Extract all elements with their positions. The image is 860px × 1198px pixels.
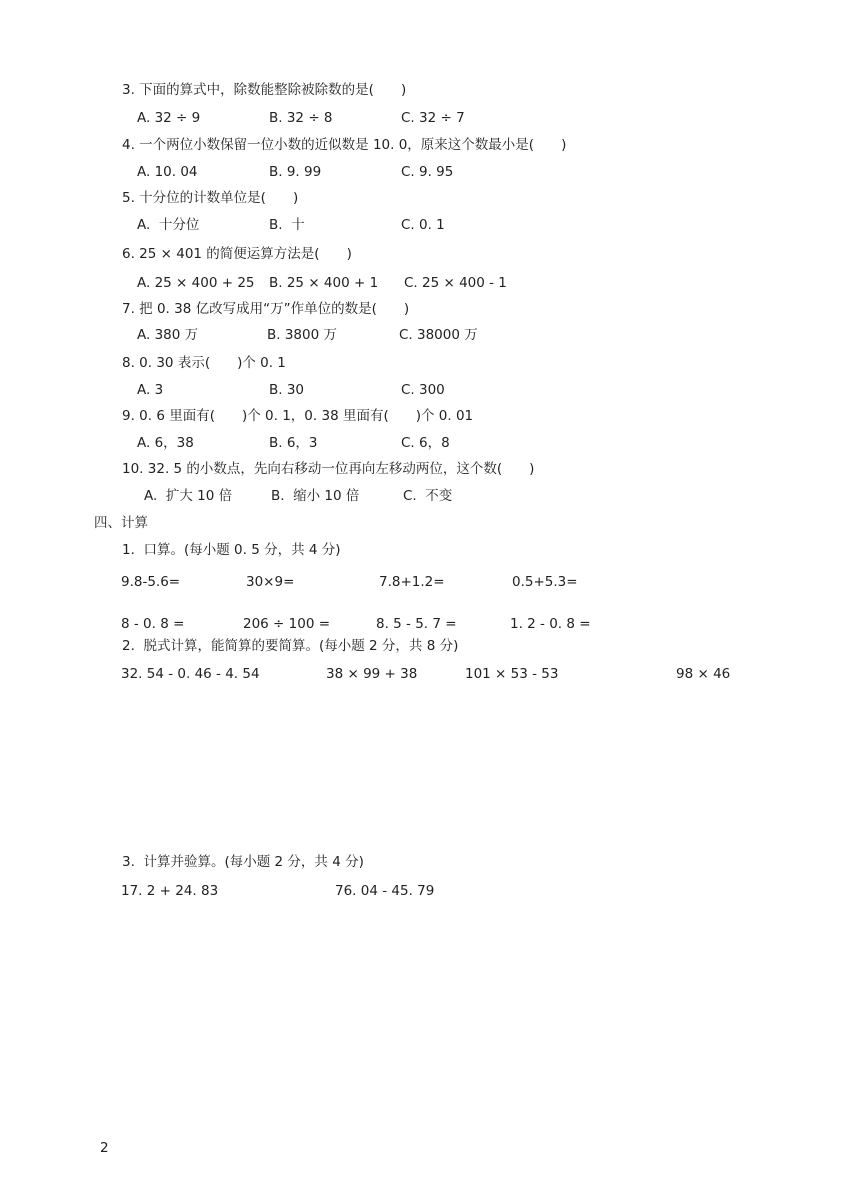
question-7-option-c: C. 38000 万	[399, 327, 478, 343]
question-7-option-b: B. 3800 万	[267, 327, 337, 343]
question-9-option-b: B. 6，3	[269, 435, 318, 451]
question-6-option-b: B. 25 × 400 + 1	[269, 275, 379, 291]
question-9-stem: 9. 0. 6 里面有( )个 0. 1，0. 38 里面有( )个 0. 01	[122, 408, 474, 424]
question-3-option-a: A. 32 ÷ 9	[137, 110, 201, 126]
stepwise-calc-item: 101 × 53 - 53	[465, 666, 559, 682]
oral-calc-item: 1. 2 - 0. 8 =	[510, 616, 591, 632]
question-6-stem: 6. 25 × 401 的简便运算方法是( )	[122, 246, 352, 262]
question-8-option-a: A. 3	[137, 382, 164, 398]
question-5-stem: 5. 十分位的计数单位是( )	[122, 190, 299, 206]
question-4-option-b: B. 9. 99	[269, 164, 322, 180]
verify-calc-title: 3. 计算并验算。(每小题 2 分，共 4 分)	[122, 854, 364, 870]
question-7-option-a: A. 380 万	[137, 327, 199, 343]
question-4-option-a: A. 10. 04	[137, 164, 198, 180]
oral-calc-item: 8 - 0. 8 =	[121, 616, 185, 632]
question-8-stem: 8. 0. 30 表示( )个 0. 1	[122, 355, 286, 371]
stepwise-calc-item: 98 × 46	[676, 666, 731, 682]
question-5-option-b: B. 十	[269, 217, 305, 233]
question-3-option-b: B. 32 ÷ 8	[269, 110, 333, 126]
section-heading: 四、计算	[94, 515, 148, 531]
question-7-stem: 7. 把 0. 38 亿改写成用“万”作单位的数是( )	[122, 301, 410, 317]
question-5-option-a: A. 十分位	[137, 217, 200, 233]
question-4-stem: 4. 一个两位小数保留一位小数的近似数是 10. 0，原来这个数最小是( )	[122, 137, 567, 153]
question-3-option-c: C. 32 ÷ 7	[401, 110, 465, 126]
stepwise-calc-item: 32. 54 - 0. 46 - 4. 54	[121, 666, 260, 682]
page-number: 2	[100, 1140, 109, 1156]
stepwise-calc-title: 2. 脱式计算，能简算的要简算。(每小题 2 分，共 8 分)	[122, 638, 459, 654]
oral-calc-item: 30×9=	[246, 574, 295, 590]
question-8-option-c: C. 300	[401, 382, 445, 398]
question-3-stem: 3. 下面的算式中，除数能整除被除数的是( )	[122, 82, 407, 98]
oral-calc-item: 206 ÷ 100 =	[243, 616, 331, 632]
question-9-option-a: A. 6，38	[137, 435, 194, 451]
question-10-option-b: B. 缩小 10 倍	[271, 488, 360, 504]
question-10-stem: 10. 32. 5 的小数点，先向右移动一位再向左移动两位，这个数( )	[122, 461, 535, 477]
question-5-option-c: C. 0. 1	[401, 217, 445, 233]
oral-calc-item: 8. 5 - 5. 7 =	[376, 616, 457, 632]
oral-calc-item: 0.5+5.3=	[512, 574, 578, 590]
question-8-option-b: B. 30	[269, 382, 305, 398]
question-9-option-c: C. 6，8	[401, 435, 450, 451]
oral-calc-item: 9.8-5.6=	[121, 574, 181, 590]
oral-calc-title: 1. 口算。(每小题 0. 5 分，共 4 分)	[122, 542, 341, 558]
stepwise-calc-item: 38 × 99 + 38	[326, 666, 418, 682]
verify-calc-item: 76. 04 - 45. 79	[335, 883, 435, 899]
oral-calc-item: 7.8+1.2=	[379, 574, 445, 590]
question-6-option-c: C. 25 × 400 - 1	[404, 275, 507, 291]
question-10-option-a: A. 扩大 10 倍	[144, 488, 233, 504]
question-4-option-c: C. 9. 95	[401, 164, 454, 180]
verify-calc-item: 17. 2 + 24. 83	[121, 883, 219, 899]
question-6-option-a: A. 25 × 400 + 25	[137, 275, 255, 291]
question-10-option-c: C. 不变	[403, 488, 453, 504]
